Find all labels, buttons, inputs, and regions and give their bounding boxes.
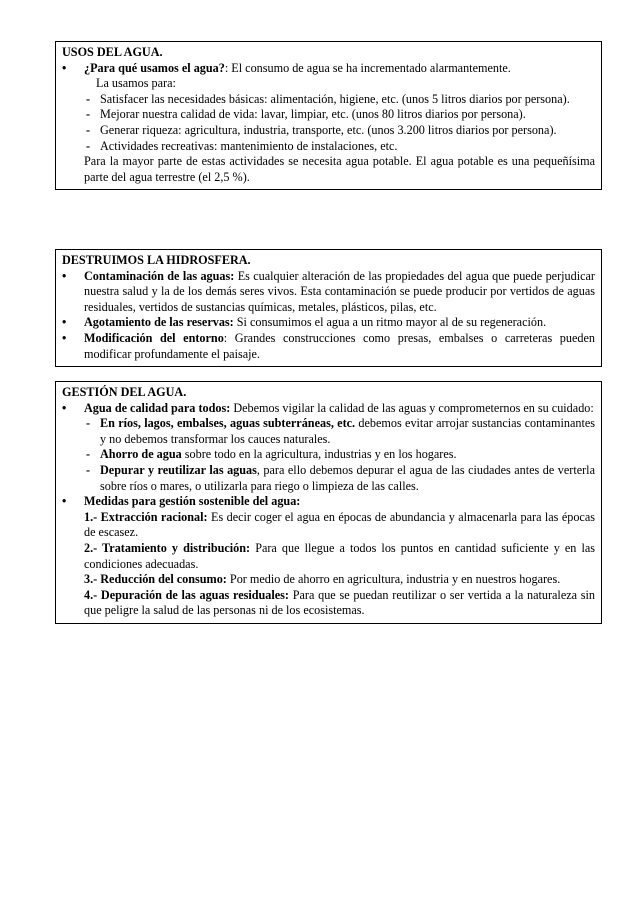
step-text: Por medio de ahorro en agricultura, industria y en nuestros hogares. xyxy=(226,572,561,587)
list-item: - Generar riqueza: agricultura, industria, transporte, etc. (unos 3.200 litros diarios por persona). xyxy=(62,123,595,139)
bullet-label: Agua de calidad para todos: xyxy=(84,400,231,415)
section-destruimos-hidrosfera xyxy=(55,249,602,367)
bullet-label: Modificación del entorno xyxy=(84,330,224,345)
list-item xyxy=(62,416,595,447)
step-label: 4.- Depuración de las aguas residuales: xyxy=(84,587,289,602)
bullet-label: Medidas para gestión sostenible del agua: xyxy=(84,494,301,509)
bullet-item xyxy=(62,331,595,362)
bullet-label: ¿Para qué usamos el agua? xyxy=(84,60,225,75)
bullet-item xyxy=(62,269,595,316)
list-item-text: , para ello debemos depurar el agua de las ciudades antes de verterla sobre ríos o mares, o utilizarla para riego o limpieza de las calles. xyxy=(100,462,595,493)
list-item xyxy=(62,447,595,463)
section-gestion-del-agua xyxy=(55,381,602,624)
list-item-text: debemos evitar arrojar sustancias contaminantes y no debemos transformar los cauces naturales. xyxy=(100,416,595,446)
step-item xyxy=(62,588,595,619)
bullet-item xyxy=(62,401,595,417)
bullet-text: Debemos vigilar la calidad de las aguas y comprometernos en su cuidado: xyxy=(230,400,594,415)
bullet-text: : Grandes construcciones como presas, embalses o carreteras pueden modificar profundamente el paisaje. xyxy=(84,330,595,361)
step-label: 2.- Tratamiento y distribución: xyxy=(84,540,251,555)
bullet-label: Contaminación de las aguas: xyxy=(84,268,235,283)
step-label: 3.- Reducción del consumo: xyxy=(84,572,227,587)
list-item-label: En ríos, lagos, embalses, aguas subterráneas, etc. xyxy=(100,416,356,431)
bullet-item xyxy=(62,61,595,77)
bullet-item xyxy=(62,494,595,510)
step-text: Es decir coger el agua en épocas de abundancia y almacenarla para las épocas de escasez. xyxy=(84,509,595,540)
intro-text: La usamos para: xyxy=(96,76,176,91)
bullet-text: : El consumo de agua se ha incrementado alarmantemente. xyxy=(224,60,511,75)
section-title: GESTIÓN DEL AGUA. xyxy=(62,385,187,399)
bullet-text: Es cualquier alteración de las propiedades del agua que puede perjudicar nuestra salud y la de los demás seres vivos. Esta contaminación se puede producir por vertidos de aguas residuales, vertidos de sustancias químicas, metales, plásticos, pilas, etc. xyxy=(84,268,595,314)
bullet-label: Agotamiento de las reservas: xyxy=(84,315,234,330)
closing-paragraph: Para la mayor parte de estas actividades se necesita agua potable. El agua potable es una pequeñísima parte del agua terrestre (el 2,5 %). xyxy=(84,154,595,184)
list-item: - Actividades recreativas: mantenimiento de instalaciones, etc. xyxy=(62,139,595,155)
bullet-text: Si consumimos el agua a un ritmo mayor al de su regeneración. xyxy=(233,315,547,330)
section-usos-del-agua xyxy=(55,41,602,190)
section-title: USOS DEL AGUA. xyxy=(62,45,163,59)
step-item xyxy=(62,572,595,588)
step-label: 1.- Extracción racional: xyxy=(84,509,208,524)
step-text: Para que se puedan reutilizar o ser vertida a la naturaleza sin que peligre la salud de las personas ni de los ecosistemas. xyxy=(84,587,596,618)
list-item-label: Depurar y reutilizar las aguas xyxy=(100,462,257,477)
bullet-item xyxy=(62,315,595,331)
step-item xyxy=(62,510,595,541)
list-item: - Satisfacer las necesidades básicas: alimentación, higiene, etc. (unos 5 litros diarios por persona). xyxy=(62,92,595,108)
list-item-label: Ahorro de agua xyxy=(100,447,182,462)
step-text: Para que llegue a todos los puntos en cantidad suficiente y en las condiciones adecuadas. xyxy=(84,540,595,571)
list-item-text: sobre todo en la agricultura, industrias y en los hogares. xyxy=(181,447,457,462)
list-item: - Mejorar nuestra calidad de vida: lavar, limpiar, etc. (unos 80 litros diarios por persona). xyxy=(62,107,595,123)
section-title: DESTRUIMOS LA HIDROSFERA. xyxy=(62,253,251,267)
list-item xyxy=(62,463,595,494)
step-item xyxy=(62,541,595,572)
